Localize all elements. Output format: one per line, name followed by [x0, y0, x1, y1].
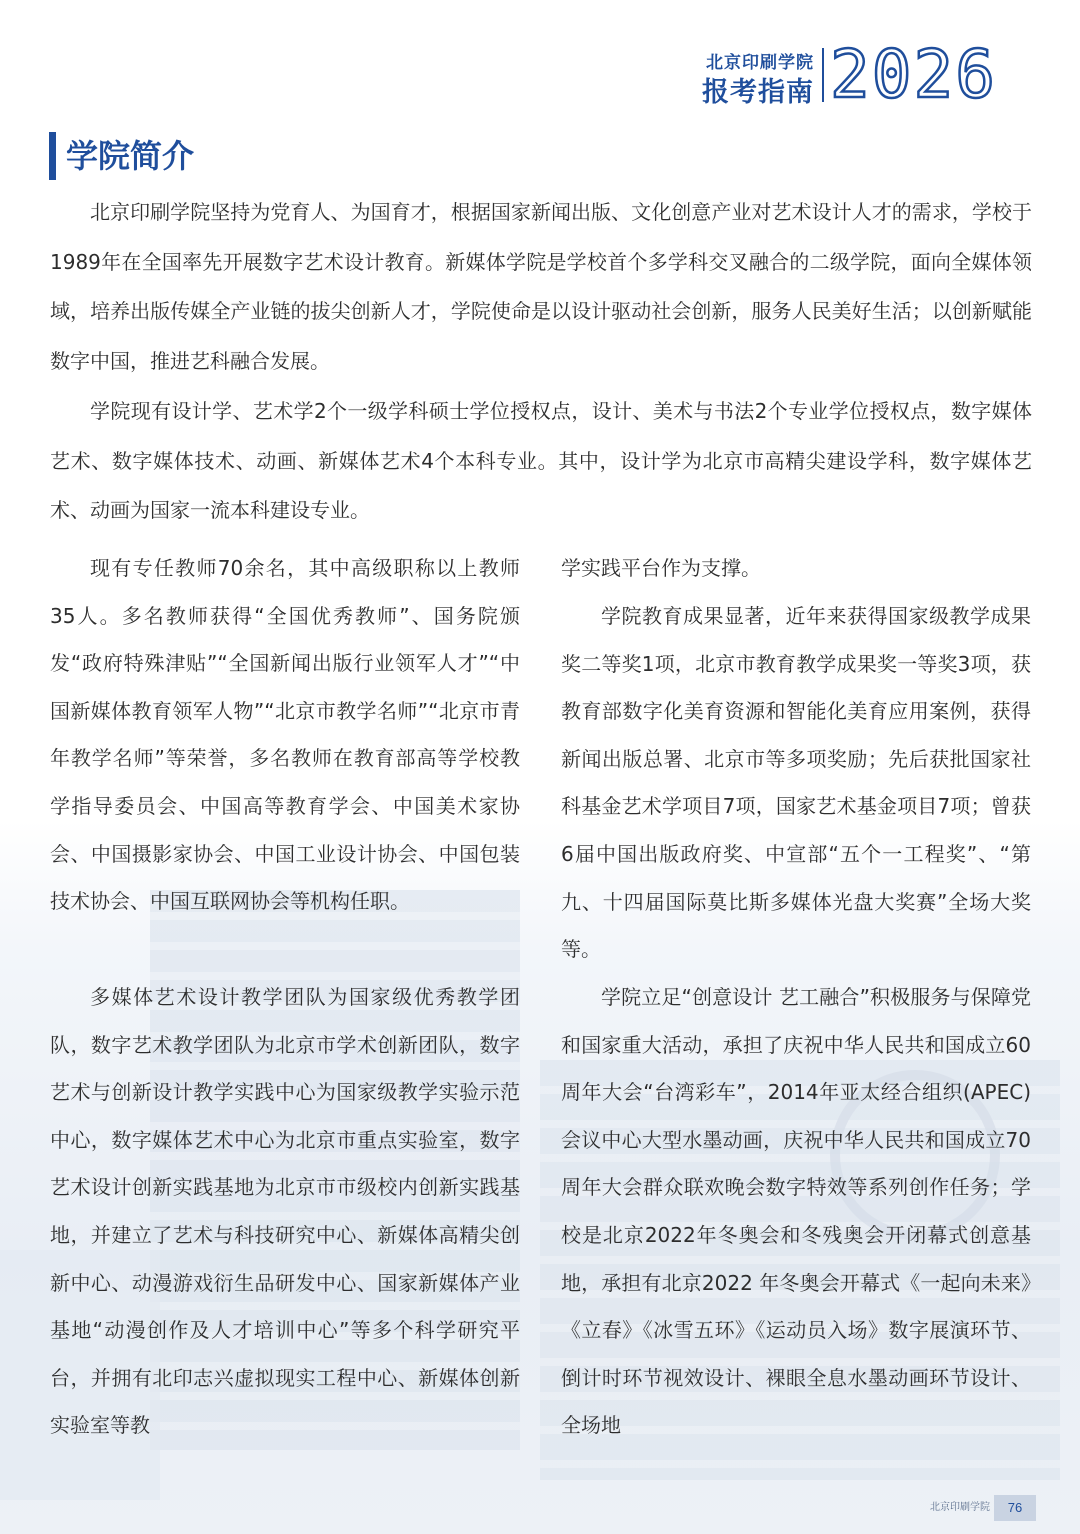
left-column-paragraph-1: 现有专任教师70余名，其中高级职称以上教师35人。多名教师获得“全国优秀教师”、国务院颁发“政府特殊津贴”“全国新闻出版行业领军人才”“中国新媒体教育领军人物”“北京市教学名师”“北京市青年教学名师”等荣誉，多名教师在教育部高等学校教学指导委员会、中国高等教育学会、中国美术家协会、中国摄影家协会、中国工业设计协会、中国包装技术协会、中国互联网协会等机构任职。 [50, 556, 520, 914]
page-number: 76 [994, 1495, 1036, 1521]
header-guide-title: 报考指南 [702, 77, 814, 108]
header-year: 2026 [830, 36, 997, 113]
right-column-continuation: 学实践平台作为支撑。 [561, 556, 761, 580]
page-header [692, 36, 1032, 113]
header-divider [822, 48, 824, 102]
right-column-paragraph-2: 学院立足“创意设计 艺工融合”积极服务与保障党和国家重大活动，承担了庆祝中华人民共和国成立60周年大会“台湾彩车”，2014年亚太经合组织(APEC)会议中心大型水墨动画，庆祝中华人民共和国成立70周年大会群众联欢晚会数字特效等系列创作任务；学校是北京2022年冬奥会和冬残奥会开闭幕式创意基地，承担有北京2022 年冬奥会开幕式《一起向未来》《立春》《冰雪五环》《运动员入场》数字展演环节、倒计时环节视效设计、裸眼全息水墨动画环节设计、全场地 [561, 985, 1031, 1438]
right-column-paragraph-1: 学院教育成果显著，近年来获得国家级教学成果奖二等奖1项，北京市教育教学成果奖一等奖3项，获教育部数字化美育资源和智能化美育应用案例，获得新闻出版总署、北京市等多项奖励；先后获批国家社科基金艺术学项目7项，国家艺术基金项目7项；曾获6届中国出版政府奖、中宣部“五个一工程奖”、“第九、十四届国际莫比斯多媒体光盘大奖赛”全场大奖等。 [561, 604, 1031, 962]
left-column-paragraph-2: 多媒体艺术设计教学团队为国家级优秀教学团队，数字艺术教学团队为北京市学术创新团队，数字艺术与创新设计教学实践中心为国家级教学实验示范中心，数字媒体艺术中心为北京市重点实验室，数字艺术设计创新实践基地为北京市市级校内创新实践基地，并建立了艺术与科技研究中心、新媒体高精尖创新中心、动漫游戏衍生品研发中心、国家新媒体产业基地“动漫创作及人才培训中心”等多个科学研究平台，并拥有北印志兴虚拟现实工程中心、新媒体创新实验室等教 [50, 985, 520, 1438]
section-title: 学院简介 [66, 137, 195, 175]
intro-paragraph-2: 学院现有设计学、艺术学2个一级学科硕士学位授权点，设计、美术与书法2个专业学位授权点，数字媒体艺术、数字媒体技术、动画、新媒体艺术4个本科专业。其中，设计学为北京市高精尖建设学科，数字媒体艺术、动画为国家一流本科建设专业。 [50, 399, 1032, 523]
footer-school-logo-text: 北京印刷学院 [930, 1502, 990, 1513]
section-title-bar [49, 132, 56, 180]
page-footer [928, 1495, 1036, 1521]
intro-paragraph-1: 北京印刷学院坚持为党育人、为国育才，根据国家新闻出版、文化创意产业对艺术设计人才的需求，学校于1989年在全国率先开展数字艺术设计教育。新媒体学院是学校首个多学科交叉融合的二级学院，面向全媒体领域，培养出版传媒全产业链的拔尖创新人才，学院使命是以设计驱动社会创新，服务人民美好生活；以创新赋能数字中国，推进艺科融合发展。 [50, 200, 1032, 374]
header-school-name: 北京印刷学院 [706, 53, 814, 73]
